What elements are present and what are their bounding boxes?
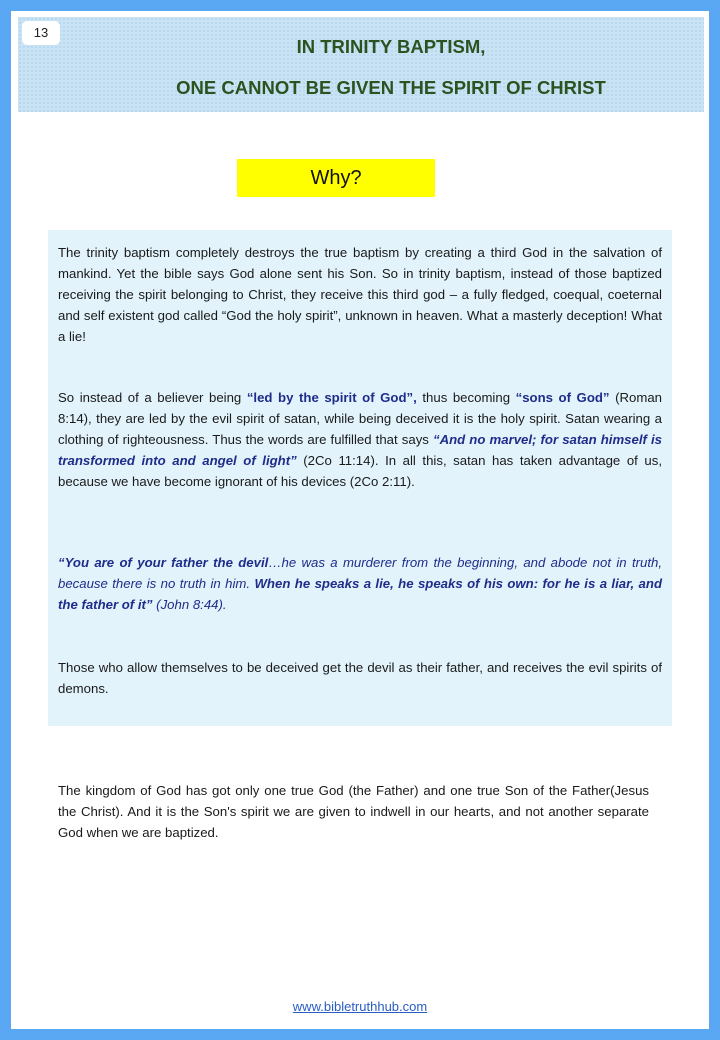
paragraph-kingdom-of-god: The kingdom of God has got only one true God (the Father) and one true Son of the Father(Jesus the Christ). And it is the Son's spirit we are given to indwell in our hearts, and not another separate God when we are baptized.: [58, 783, 649, 840]
text: (2Co 11:14). In all this, satan has taken advantage of us, because we have become ignorant of his devices (2Co 2:11).: [58, 453, 662, 489]
content-box: [48, 230, 672, 726]
paragraph-led-by-spirit: [58, 387, 662, 492]
paragraph-john-8-44: [58, 552, 662, 615]
quote-speaks-a-lie: When he speaks a lie, he speaks of his own: for he is a liar, and the father of it”: [58, 576, 663, 612]
text: So instead of a believer being: [58, 390, 247, 405]
paragraph-trinity-baptism: The trinity baptism completely destroys the true baptism by creating a third God in the salvation of mankind. Yet the bible says God alone sent his Son. So in trinity baptism, instead of those baptized receiving the spirit belonging to Christ, they receive this third god – a fully fledged, coequal, coeternal and self existent god called “God the holy spirit”, unknown in heaven. What a masterly deception! What a lie!: [58, 245, 662, 344]
header-banner: [18, 17, 704, 112]
website-link[interactable]: www.bibletruthhub.com: [292, 999, 428, 1014]
page: [11, 11, 709, 1029]
quote-sons-of-god: “sons of God”: [515, 390, 610, 405]
footer: [11, 999, 709, 1014]
page-title-line-2: ONE CANNOT BE GIVEN THE SPIRIT OF CHRIST: [176, 77, 606, 98]
scripture-reference: (John 8:44).: [152, 597, 227, 612]
paragraph-deceived: Those who allow themselves to be deceived get the devil as their father, and receives the evil spirits of demons.: [58, 660, 662, 696]
quote-murderer: …he was a murderer from the beginning, and abode not in truth, because there is no truth in him.: [58, 555, 662, 591]
quote-angel-of-light: “And no marvel; for satan himself is transformed into and angel of light”: [58, 432, 662, 468]
quote-father-devil: “You are of your father the devil: [58, 555, 269, 570]
quote-led-by-spirit: “led by the spirit of God”,: [246, 390, 417, 405]
text: thus becoming: [416, 390, 516, 405]
page-number: 13: [22, 21, 60, 45]
page-title-line-1: IN TRINITY BAPTISM,: [296, 36, 486, 57]
why-heading: Why?: [237, 159, 435, 197]
text: (Roman 8:14), they are led by the evil spirit of satan, while being deceived it is the holy spirit. Satan wearing a clothing of righteousness. Thus the words are fulfilled that says: [58, 390, 662, 447]
